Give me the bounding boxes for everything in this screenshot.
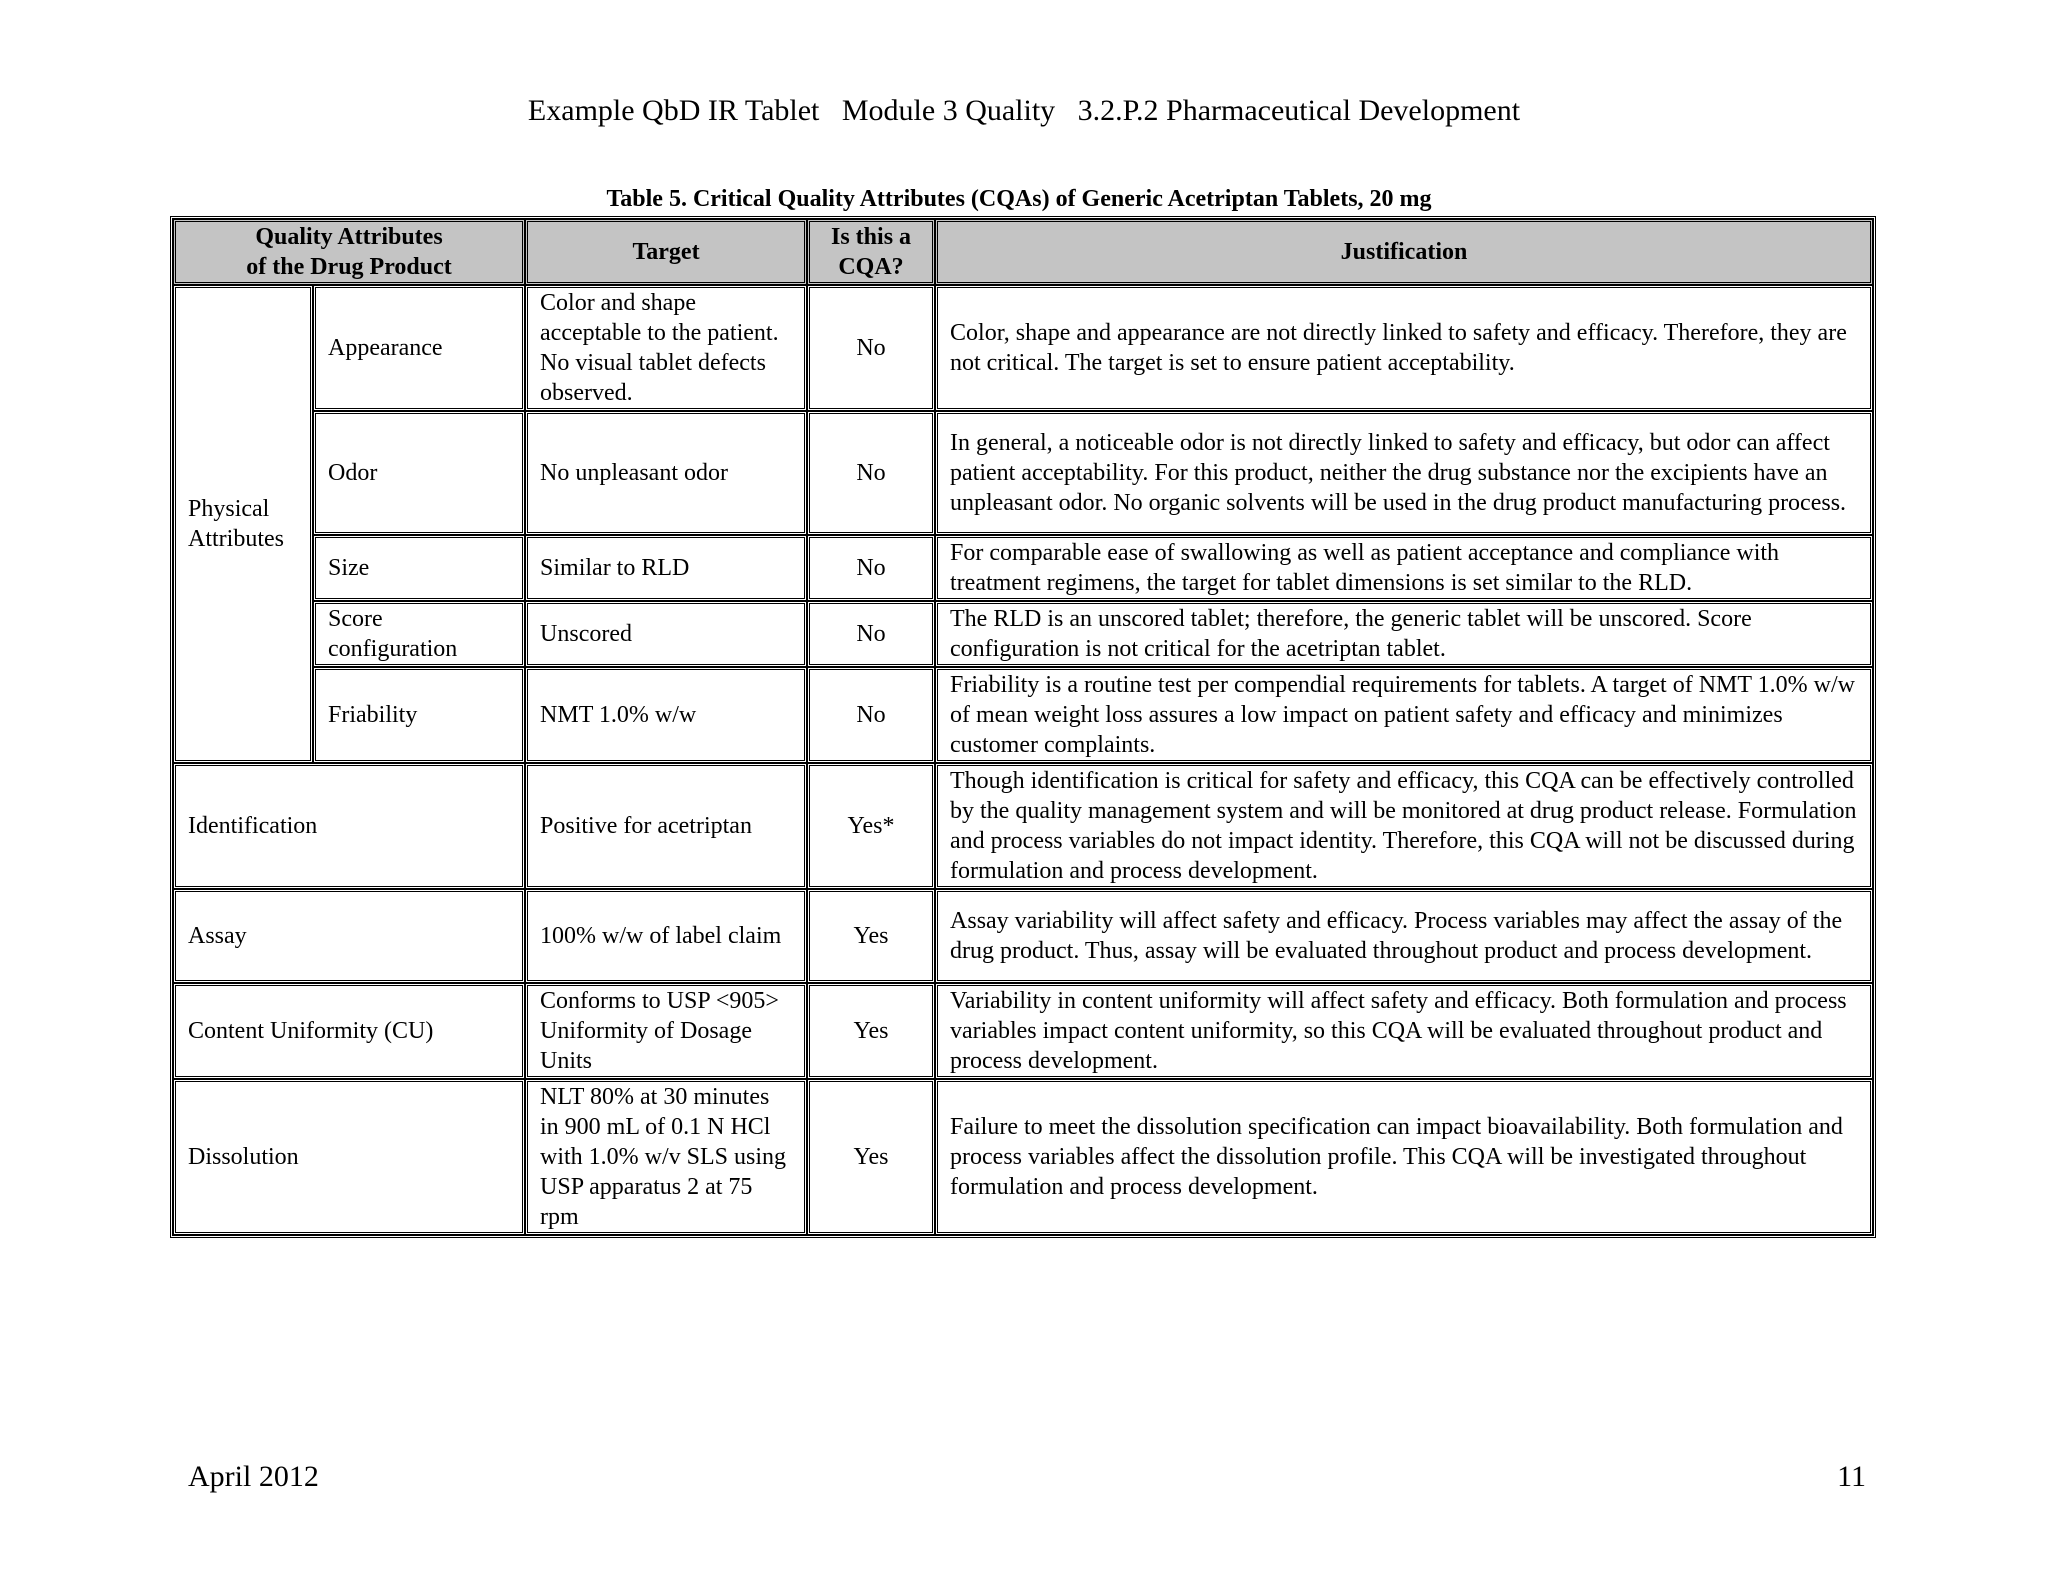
group-cell-physical-attributes	[173, 285, 313, 763]
cqa-cell: Yes	[807, 889, 935, 983]
attribute-cell: Odor	[313, 411, 525, 535]
attribute-cell: Content Uniformity (CU)	[173, 983, 525, 1079]
footer-date: April 2012	[188, 1460, 319, 1493]
cqa-cell: No	[807, 285, 935, 411]
attribute-cell: Dissolution	[173, 1079, 525, 1235]
target-cell: Positive for acetriptan	[525, 763, 807, 889]
col-header-cqa-line1: Is this a	[831, 224, 912, 250]
target-cell: 100% w/w of label claim	[525, 889, 807, 983]
col-header-attributes	[173, 219, 525, 285]
justification-cell: The RLD is an unscored tablet; therefore, the generic tablet will be unscored. Score configuration is not critical for the acetriptan tablet.	[935, 601, 1873, 667]
justification-cell: In general, a noticeable odor is not directly linked to safety and efficacy, but odor can affect patient acceptability. For this product, neither the drug substance nor the excipients have an unpleasant odor. No organic solvents will be used in the drug product manufacturing process.	[935, 411, 1873, 535]
footer-page-number: 11	[1837, 1460, 1866, 1493]
table-header-row	[173, 219, 1873, 285]
table-row	[173, 983, 1873, 1079]
cqa-cell: Yes	[807, 983, 935, 1079]
attribute-cell: Friability	[313, 667, 525, 763]
target-cell: NMT 1.0% w/w	[525, 667, 807, 763]
cqa-cell: No	[807, 601, 935, 667]
cqa-table	[170, 216, 1876, 1238]
col-header-cqa	[807, 219, 935, 285]
justification-cell: Friability is a routine test per compendial requirements for tablets. A target of NMT 1.0% w/w of mean weight loss assures a low impact on patient safety and efficacy and minimizes customer complaints.	[935, 667, 1873, 763]
target-cell: No unpleasant odor	[525, 411, 807, 535]
justification-cell: Though identification is critical for safety and efficacy, this CQA can be effectively controlled by the quality management system and will be monitored at drug product release. Formulation and process variables do not impact identity. Therefore, this CQA will not be discussed during formulation and process development.	[935, 763, 1873, 889]
table-row	[173, 601, 1873, 667]
justification-cell: Variability in content uniformity will affect safety and efficacy. Both formulation and process variables impact content uniformity, so this CQA will be evaluated throughout product and process development.	[935, 983, 1873, 1079]
cqa-cell: No	[807, 535, 935, 601]
attribute-cell: Identification	[173, 763, 525, 889]
table-row	[173, 667, 1873, 763]
group-label-line2: Attributes	[188, 526, 284, 552]
justification-cell: Failure to meet the dissolution specification can impact bioavailability. Both formulation and process variables affect the dissolution profile. This CQA will be investigated throughout formulation and process development.	[935, 1079, 1873, 1235]
attribute-cell: Score configuration	[313, 601, 525, 667]
col-header-cqa-line2: CQA?	[838, 254, 904, 280]
justification-cell: Color, shape and appearance are not directly linked to safety and efficacy. Therefore, they are not critical. The target is set to ensure patient acceptability.	[935, 285, 1873, 411]
table-row	[173, 535, 1873, 601]
target-cell: Conforms to USP <905> Uniformity of Dosage Units	[525, 983, 807, 1079]
justification-cell: Assay variability will affect safety and efficacy. Process variables may affect the assay of the drug product. Thus, assay will be evaluated throughout product and process development.	[935, 889, 1873, 983]
attribute-cell: Appearance	[313, 285, 525, 411]
table-row	[173, 763, 1873, 889]
cqa-cell: Yes*	[807, 763, 935, 889]
cqa-cell: No	[807, 667, 935, 763]
group-label-line1: Physical	[188, 496, 270, 522]
page-header: Example QbD IR Tablet Module 3 Quality 3.2.P.2 Pharmaceutical Development	[527, 94, 1521, 127]
target-cell: Similar to RLD	[525, 535, 807, 601]
target-cell: Color and shape acceptable to the patient. No visual tablet defects observed.	[525, 285, 807, 411]
attribute-cell: Size	[313, 535, 525, 601]
target-cell: Unscored	[525, 601, 807, 667]
justification-cell: For comparable ease of swallowing as well as patient acceptance and compliance with treatment regimens, the target for tablet dimensions is set similar to the RLD.	[935, 535, 1873, 601]
table-row	[173, 285, 1873, 411]
col-header-target: Target	[525, 219, 807, 285]
col-header-justification: Justification	[935, 219, 1873, 285]
cqa-cell: No	[807, 411, 935, 535]
table-caption: Table 5. Critical Quality Attributes (CQAs) of Generic Acetriptan Tablets, 20 mg	[606, 186, 1432, 212]
col-header-attributes-line1: Quality Attributes	[255, 224, 443, 250]
cqa-cell: Yes	[807, 1079, 935, 1235]
table-row	[173, 1079, 1873, 1235]
attribute-cell: Assay	[173, 889, 525, 983]
col-header-attributes-line2: of the Drug Product	[246, 254, 452, 280]
target-cell: NLT 80% at 30 minutes in 900 mL of 0.1 N HCl with 1.0% w/v SLS using USP apparatus 2 at 75 rpm	[525, 1079, 807, 1235]
table-row	[173, 411, 1873, 535]
table-row	[173, 889, 1873, 983]
